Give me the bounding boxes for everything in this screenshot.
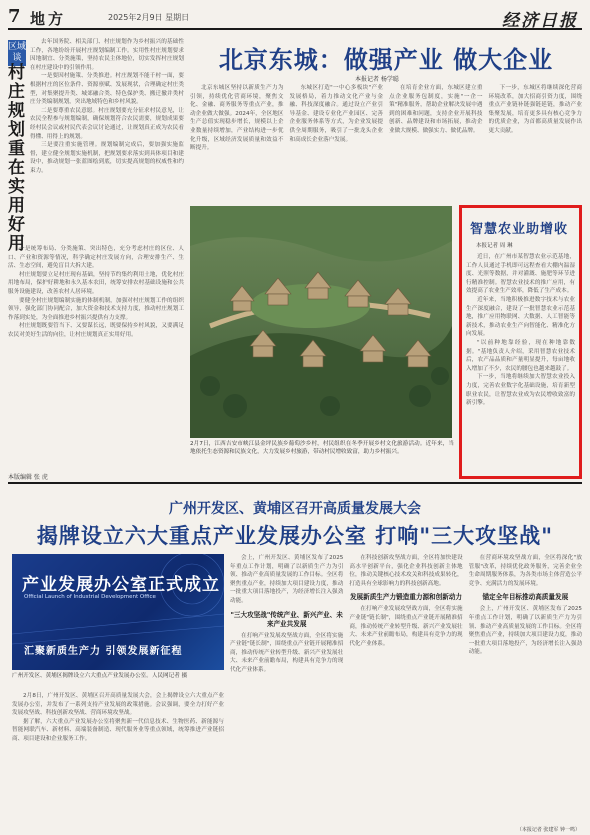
paragraph: 在营商环境攻坚战方面，全区将深化"放管服"改革，持续优化政务服务，完善企业全生命周期服务体系，为各类市场主体营造公平竞争、充满活力的发展环境。	[468, 555, 582, 587]
bottom-article-subtitle: 广州开发区、黄埔区召开高质量发展大会	[169, 501, 421, 517]
bottom-article-byline: （本报记者 张建军 钟一鸣）	[516, 827, 580, 833]
banner-headline: 产业发展办公室正式成立	[22, 575, 220, 595]
bottom-article-title: 揭牌设立六大重点产业发展办公室 打响"三大攻坚战"	[36, 524, 554, 548]
highlight-box	[459, 205, 582, 479]
paragraph: 近年来，当地积极推进数字技术与农业生产深度融合，建设了一批智慧农业示范基地，推广应用物联网、大数据、人工智能等新技术，推动农业生产向智能化、精准化方向发展。	[466, 296, 575, 338]
page-number: 7	[8, 6, 21, 27]
paragraph: 要健全村庄规划编制实施的体制机制，加强对村庄规划工作的组织领导，强化部门协同配合，加大资金和技术支持力度，推动村庄规划工作落到实处，为全面推进乡村振兴提供有力支撑。	[8, 297, 184, 321]
box-title: 智慧农业助增收	[470, 222, 569, 237]
paragraph: 二是要尊重农民意愿。村庄规划要充分征求村民意见，让农民全程参与规划编制，确保规划符合农民需要，规划成果要经村民会议或村民代表会议讨论通过，让规划真正成为农民看得懂、用得上的规划。	[30, 107, 184, 140]
paragraph: 在打响产业发展攻坚战方面，全区将实施产业链"链长制"，围绕重点产业链开展精准招商，推动传统产业转型升级、新兴产业发展壮大、未来产业前瞻布局，构建具有竞争力的现代化产业体系。	[230, 632, 344, 673]
paragraph: 在打响产业发展攻坚战方面，全区将实施产业链"链长制"，围绕重点产业链开展精准招商，推动传统产业转型升级、新兴产业发展壮大、未来产业前瞻布局，构建具有竞争力的现代化产业体系。	[349, 606, 463, 647]
banner-slogan: 汇聚新质生产力 引领发展新征程	[24, 646, 183, 657]
bottom-article-body	[230, 554, 582, 828]
paragraph: "以前种地靠经验，现在种地靠数据。"基地负责人介绍，采用智慧农业技术后，农产品品质和产量明显提升，每亩地收入增加了不少，农民的腰包也越来越鼓了。	[466, 339, 575, 372]
text-column	[290, 84, 384, 202]
village-aerial-photo	[190, 206, 452, 438]
left-article-title: 村庄规划重在实用好用	[8, 63, 25, 254]
paragraph: 一是要因村施策、分类推进。村庄规划不能千村一面，要根据村庄的区位条件、资源禀赋、发展现状，合理确定村庄类型，对集聚提升类、城郊融合类、特色保护类、搬迁撤并类村庄分类编制规划，突出地域特色和乡村风貌。	[30, 73, 184, 106]
paragraph: 会上，广州开发区、黄埔区发布了2025年重点工作计划，明确了以新质生产力为引领、推动产业高质量发展的工作目标。全区将聚焦重点产业，持续加大项目建设力度，推动一批重大项目落地投产，为经济增长注入强劲动能。	[230, 555, 344, 604]
section-name: 地方	[30, 10, 67, 28]
paragraph: 据了解，六大重点产业发展办公室将聚焦新一代信息技术、生物医药、新能源与智能网联汽车、新材料、高端装备制造、现代服务业等重点领域，统筹推进产业链招商、项目建设和企业服务工作。	[12, 718, 224, 742]
masthead	[8, 6, 582, 30]
column-tag: 区域谈	[8, 40, 26, 66]
subheading: 发展新质生产力锻造重力源和创新动力	[349, 593, 463, 602]
text-column	[190, 84, 284, 202]
text-column	[469, 554, 582, 828]
paragraph: 下一步，东城区将继续深化营商环境改革，加大招商引资力度，围绕重点产业链补链强链延链，推动产业集聚发展，培育更多具有核心竞争力的优质企业，为首都高质量发展作出更大贡献。	[488, 85, 582, 134]
photo-caption: 2月7日，江西吉安市峡江县金坪民族乡葡萄沙乡村，村民组织在冬季开展乡村文化旅游活动。近年来，当地依托生态资源和民族文化，大力发展乡村旅游，带动村民增收致富，助力乡村振兴。	[190, 441, 454, 455]
paragraph: 在科技创新攻坚战方面，全区将加快建设高水平创新平台，强化企业科技创新主体地位，推动关键核心技术攻关和科技成果转化，打造具有全球影响力的科技创新高地。	[349, 555, 463, 587]
paragraph: 下一步，当地将继续加大智慧农业投入力度，完善农业数字化基础设施，培育新型职业农民，让智慧农业成为农民增收致富的新引擎。	[466, 374, 575, 407]
top-article-title: 北京东城：做强产业 做大企业	[218, 46, 554, 74]
top-article-byline: 本报记者 杨学聪	[355, 76, 399, 83]
paragraph: 2月8日，广州开发区、黄埔区召开高质量发展大会，会上揭牌设立六大重点产业发展办公室，并发布了一系列支持产业发展的政策措施。会议强调，要全力打好产业发展攻坚战、科技创新攻坚战、营商环境攻坚战。	[12, 693, 224, 717]
text-column	[489, 84, 583, 202]
left-article-editor: 本版编辑 张 虎	[8, 474, 48, 481]
paragraph: 村庄规划既要管当下、又要谋长远，既要保持乡村风貌，又要满足农民对美好生活的向往，让村庄规划真正实用好用。	[8, 323, 184, 338]
launch-ceremony-photo	[12, 554, 224, 670]
box-byline: 本报记者 周 琳	[476, 243, 513, 249]
paragraph: 在培育企业方面，东城区建立重点企业服务包制度，实施"一企一策"精准服务，帮助企业解决发展中遇到的困难和问题，支持企业开展科技创新、品牌建设和市场拓展，推动企业做大规模、做强实力、做优品牌。	[389, 85, 483, 134]
banner-english: Official Launch of Industrial Development Office	[24, 594, 156, 600]
subheading: "三大攻坚战"传统产业、新兴产业、未来产业共发展	[230, 610, 343, 628]
subheading: 锚定全年目标推动高质量发展	[482, 593, 569, 602]
box-body	[466, 253, 575, 468]
newspaper-logo: 经济日报	[502, 11, 578, 31]
top-article-body	[190, 84, 582, 202]
paragraph: 一是统筹布局、分类施策、突出特色，充分考虑村庄的区位、人口、产业和资源等情况，科学确定村庄发展方向，合理安排生产、生活、生态空间，避免盲目大拆大建。	[8, 246, 184, 270]
left-article-body-continued	[8, 245, 184, 470]
paragraph: 会上，广州开发区、黄埔区发布了2025年重点工作计划，明确了以新质生产力为引领、推动产业高质量发展的工作目标。全区将聚焦重点产业，持续加大项目建设力度，推动一批重大项目落地投产，为经济增长注入强劲动能。	[468, 606, 582, 656]
text-column	[230, 554, 343, 828]
paragraph: 东城区打造"一中心多板块"产业发展格局，着力推动文化产业与金融、科技深度融合。通过设立产业引导基金、建设专业化产业园区、完善企业服务体系等方式，为企业发展提供全周期服务，吸引了一批龙头企业和高成长企业落户发展。	[289, 85, 383, 143]
section-divider	[8, 482, 582, 484]
text-column	[389, 84, 483, 202]
paragraph: 近日，在广州市某智慧农业示范基地，工作人员通过手机即可远程查看大棚内温湿度、光照等数据，并对灌溉、施肥等环节进行精准控制。智慧农业技术的推广应用，有效提高了农业生产效率，降低了生产成本。	[466, 254, 575, 295]
paragraph: 三是要注重实施管理。规划编制完成后，要加强实施监督，建立健全规划实施机制，把规划要求落实到具体项目和建设中，推动规划一张蓝图绘到底，切实提高规划的权威性和约束力。	[30, 142, 184, 174]
paragraph: 去年国务院、相关部门、村庄规划作为乡村振兴的基础性工作，各地纷纷开展村庄规划编制工作。实用性村庄规划要求因地制宜、分类施策，坚持农民主体地位，切实发挥村庄规划在村庄建设中的引领作用。	[30, 39, 184, 71]
text-column	[349, 554, 462, 828]
banner-caption: 广州开发区、黄埔区揭牌设立六大重点产业发展办公室。人民网记者 摄	[12, 673, 188, 679]
issue-date: 2025年2月9日 星期日	[108, 13, 190, 22]
bottom-article-body-left	[12, 692, 224, 828]
paragraph: 村庄规划要立足村庄现有基础，坚持节约集约利用土地，优化村庄用地布局，保护好耕地和永久基本农田，统筹安排农村基础设施和公共服务设施建设，改善农村人居环境。	[8, 271, 184, 295]
paragraph: 北京东城区坚持以新质生产力为引领，持续优化营商环境，聚焦文化、金融、商务服务等重点产业，推动企业做大做强。2024年，全区地区生产总值实现稳步增长，规模以上企业数量持续增加，产业结构进一步优化升级，区域经济发展质量和效益不断提升。	[190, 85, 284, 152]
left-article-body	[30, 38, 184, 243]
